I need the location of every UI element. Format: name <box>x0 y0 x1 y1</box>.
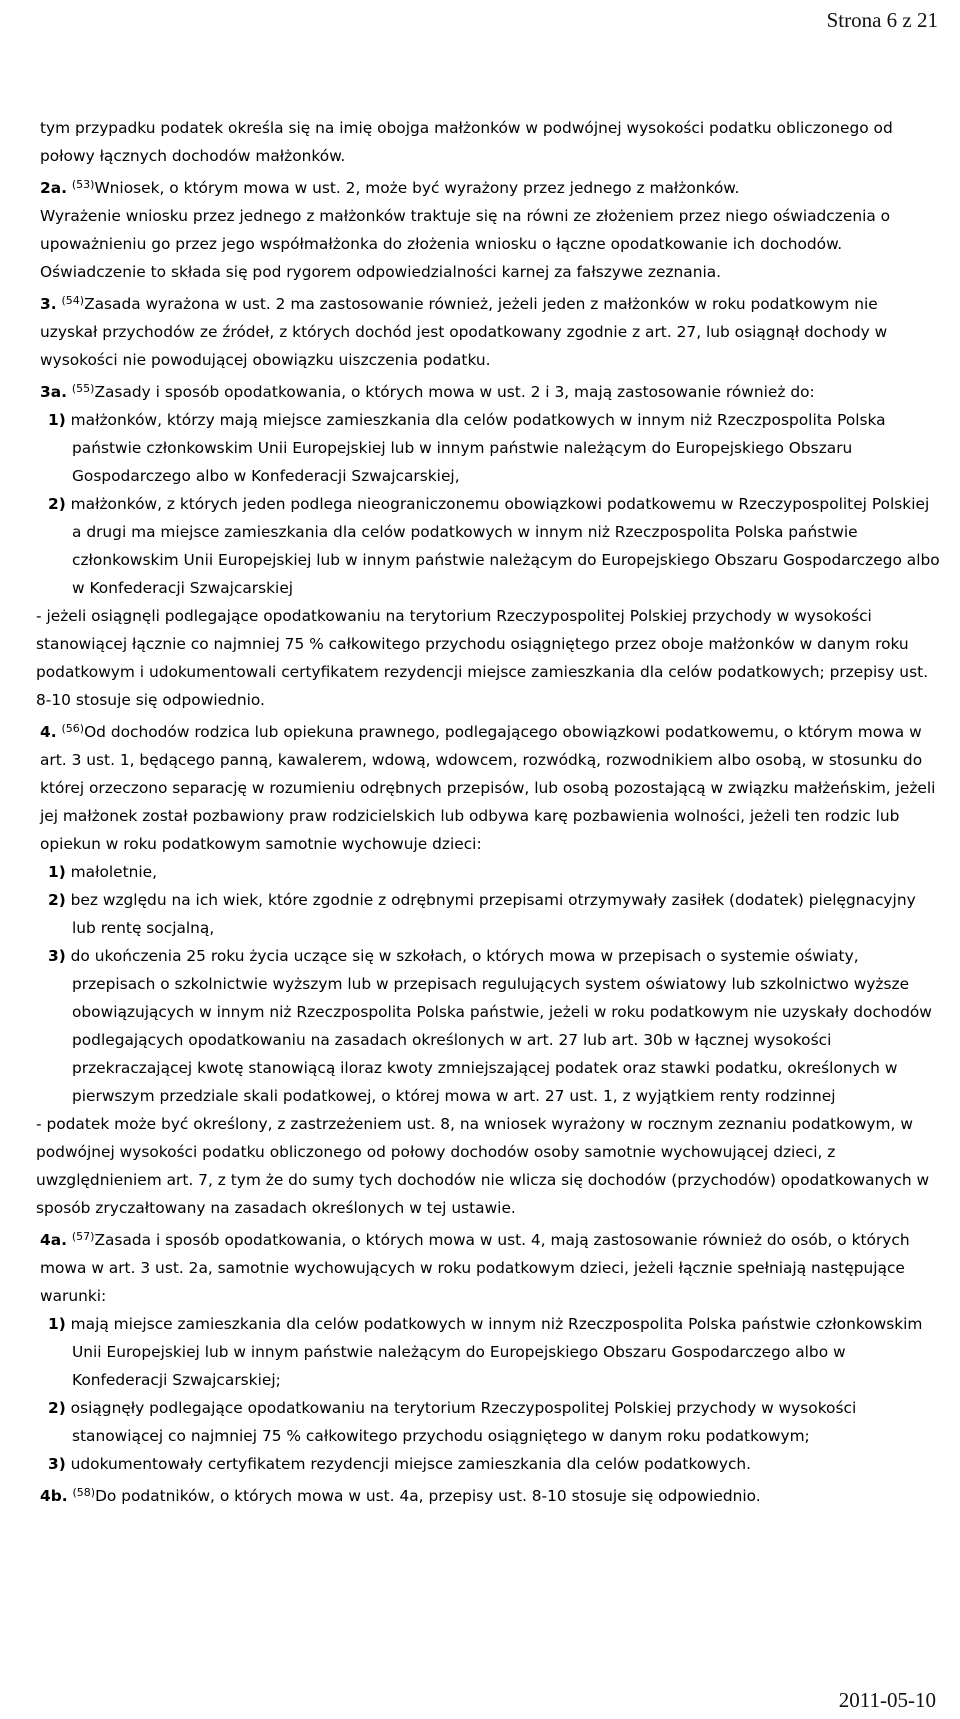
list-item <box>12 1394 940 1450</box>
item-number: 2) <box>48 891 66 909</box>
item-number: 3) <box>48 1455 66 1473</box>
paragraph-text: tym przypadku podatek określa się na imię obojga małżonków w podwójnej wysokości podatku obliczonego od połowy łącznych dochodów małżonków. <box>40 119 893 165</box>
list-item <box>12 942 940 1110</box>
item-number: 3) <box>48 947 66 965</box>
list-item <box>12 858 940 886</box>
item-number: 4a. <box>40 1231 67 1249</box>
footnote-ref: (56) <box>61 722 85 735</box>
item-number: 1) <box>48 411 66 429</box>
paragraph-text: Wniosek, o którym mowa w ust. 2, może być wyrażony przez jednego z małżonków. <box>94 179 740 197</box>
paragraph <box>12 114 940 170</box>
paragraph-text: Zasady i sposób opodatkowania, o których mowa w ust. 2 i 3, mają zastosowanie również do: <box>94 383 815 401</box>
paragraph-text: Do podatników, o których mowa w ust. 4a, przepisy ust. 8-10 stosuje się odpowiednio. <box>95 1487 761 1505</box>
paragraph-text: Wyrażenie wniosku przez jednego z małżonków traktuje się na równi ze złożeniem przez niego oświadczenia o upoważnieniu go przez jego współmałżonka do złożenia wniosku o łączne opodatkowanie ich dochodów. Oświadczenie to składa się pod rygorem odpowiedzialności karnej za fałszywe zeznania. <box>40 207 891 281</box>
paragraph-text: udokumentowały certyfikatem rezydencji miejsce zamieszkania dla celów podatkowych. <box>70 1455 752 1473</box>
footnote-ref: (55) <box>71 382 95 395</box>
list-item <box>12 886 940 942</box>
paragraph-text: bez względu na ich wiek, które zgodnie z odrębnymi przepisami otrzymywały zasiłek (dodatek) pielęgnacyjny lub rentę socjalną, <box>70 891 916 937</box>
paragraph-text: - podatek może być określony, z zastrzeżeniem ust. 8, na wniosek wyrażony w rocznym zeznaniu podatkowym, w podwójnej wysokości podatku obliczonego od połowy dochodów osoby samotnie wychowującej dzieci, z uwzględnieniem art. 7, z tym że do sumy tych dochodów nie wlicza się dochodów (przychodów) opodatkowanych w sposób zryczałtowany na zasadach określonych w tej ustawie. <box>36 1115 930 1217</box>
paragraph-text: - jeżeli osiągnęli podlegające opodatkowaniu na terytorium Rzeczypospolitej Polskiej przychody w wysokości stanowiącej łącznie co najmniej 75 % całkowitego przychodu osiągniętego przez oboje małżonków w danym roku podatkowym i udokumentowali certyfikatem rezydencji miejsce zamieszkania dla celów podatkowych; przepisy ust. 8-10 stosuje się odpowiednio. <box>36 607 929 709</box>
paragraph-text: małżonków, którzy mają miejsce zamieszkania dla celów podatkowych w innym niż Rzeczpospolita Polska państwie członkowskim Unii Europejskiej lub w innym państwie należącym do Europejskiego Obszaru Gospodarczego albo w Konfederacji Szwajcarskiej, <box>70 411 886 485</box>
footnote-ref: (58) <box>72 1486 96 1499</box>
paragraph <box>12 202 940 286</box>
item-number: 2) <box>48 495 66 513</box>
list-item <box>12 1310 940 1394</box>
footnote-ref: (54) <box>61 294 85 307</box>
item-number: 4b. <box>40 1487 68 1505</box>
list-item <box>12 490 940 602</box>
footnote-ref: (53) <box>71 178 95 191</box>
footnote-ref: (57) <box>71 1230 95 1243</box>
paragraph <box>12 718 940 858</box>
item-number: 3. <box>40 295 57 313</box>
paragraph-text: do ukończenia 25 roku życia uczące się w szkołach, o których mowa w przepisach o systemie oświaty, przepisach o szkolnictwie wyższym lub w przepisach regulujących system oświatowy lub szkolnictwo wyższe obowiązujących w innym niż Rzeczpospolita Polska państwie, jeżeli w roku podatkowym nie uzyskały dochodów podlegających opodatkowaniu na zasadach określonych w art. 27 lub art. 30b w łącznej wysokości przekraczającej kwotę stanowiącą iloraz kwoty zmniejszającej podatek oraz stawki podatku, określonych w pierwszym przedziale skali podatkowej, o której mowa w art. 27 ust. 1, z wyjątkiem renty rodzinnej <box>70 947 932 1105</box>
paragraph-text: mają miejsce zamieszkania dla celów podatkowych w innym niż Rzeczpospolita Polska państwie członkowskim Unii Europejskiej lub w innym państwie należącym do Europejskiego Obszaru Gospodarczego albo w Konfederacji Szwajcarskiej; <box>70 1315 923 1389</box>
paragraph-text: małżonków, z których jeden podlega nieograniczonemu obowiązkowi podatkowemu w Rzeczypospolitej Polskiej a drugi ma miejsce zamieszkania dla celów podatkowych w innym niż Rzeczpospolita Polska państwie członkowskim Unii Europejskiej lub w innym państwie należącym do Europejskiego Obszaru Gospodarczego albo w Konfederacji Szwajcarskiej <box>70 495 940 597</box>
paragraph-text: Zasada i sposób opodatkowania, o których mowa w ust. 4, mają zastosowanie również do osób, o których mowa w art. 3 ust. 2a, samotnie wychowujących w roku podatkowym dzieci, jeżeli łącznie spełniają następujące warunki: <box>40 1231 910 1305</box>
list-item <box>12 1450 940 1478</box>
paragraph-text: Od dochodów rodzica lub opiekuna prawnego, podlegającego obowiązkowi podatkowemu, o którym mowa w art. 3 ust. 1, będącego panną, kawalerem, wdową, wdowcem, rozwódką, rozwodnikiem albo osobą, w stosunku do której orzeczono separację w rozumieniu odrębnych przepisów, lub osobą pozostającą w związku małżeńskim, jeżeli jej małżonek został pozbawiony praw rodzicielskich lub odbywa karę pozbawienia wolności, jeżeli ten rodzic lub opiekun w roku podatkowym samotnie wychowuje dzieci: <box>40 723 936 853</box>
paragraph <box>12 602 940 714</box>
item-number: 3a. <box>40 383 67 401</box>
paragraph-text: Zasada wyrażona w ust. 2 ma zastosowanie również, jeżeli jeden z małżonków w roku podatkowym nie uzyskał przychodów ze źródeł, z których dochód jest opodatkowany zgodnie z art. 27, lub osiągnął dochody w wysokości nie powodującej obowiązku uiszczenia podatku. <box>40 295 888 369</box>
paragraph <box>12 1482 940 1510</box>
paragraph <box>12 1110 940 1222</box>
document-body <box>12 114 940 1510</box>
item-number: 2) <box>48 1399 66 1417</box>
paragraph-text: osiągnęły podlegające opodatkowaniu na terytorium Rzeczypospolitej Polskiej przychody w wysokości stanowiącej co najmniej 75 % całkowitego przychodu osiągniętego w danym roku podatkowym; <box>70 1399 857 1445</box>
paragraph <box>12 378 940 406</box>
page-number: Strona 6 z 21 <box>826 8 938 32</box>
list-item <box>12 406 940 490</box>
item-number: 4. <box>40 723 57 741</box>
item-number: 1) <box>48 1315 66 1333</box>
paragraph <box>12 1226 940 1310</box>
paragraph <box>12 174 940 202</box>
item-number: 2a. <box>40 179 67 197</box>
item-number: 1) <box>48 863 66 881</box>
paragraph <box>12 290 940 374</box>
document-date: 2011-05-10 <box>838 1688 936 1712</box>
paragraph-text: małoletnie, <box>70 863 158 881</box>
